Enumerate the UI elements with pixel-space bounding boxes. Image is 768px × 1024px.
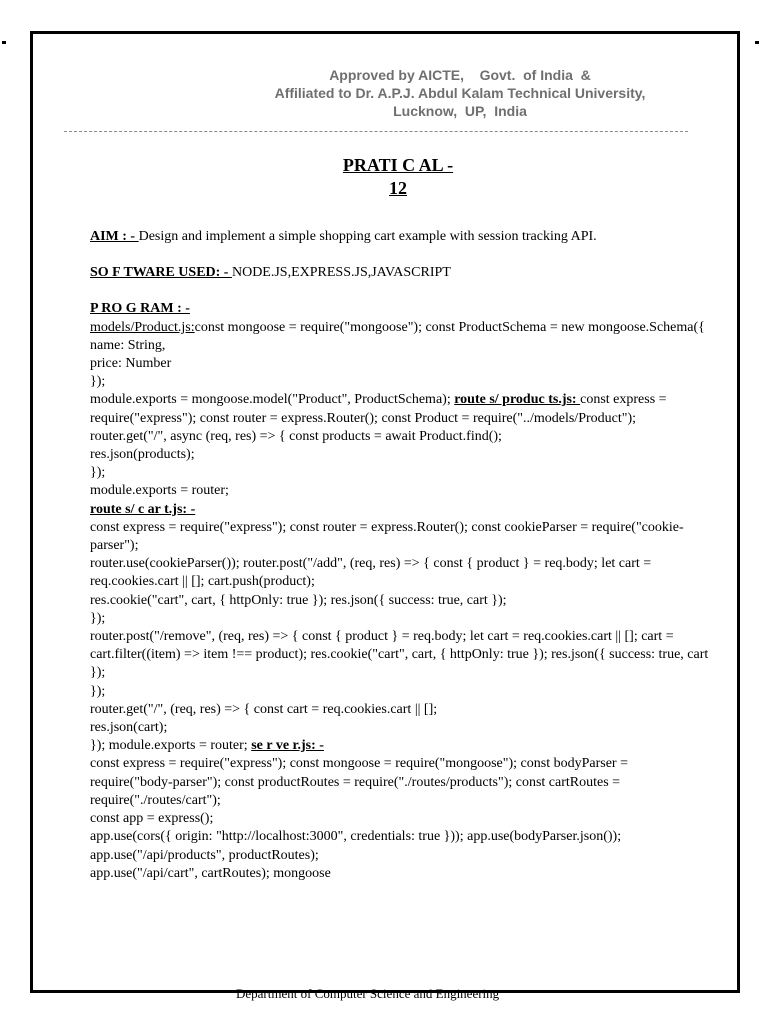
code-line: res.json(cart); xyxy=(90,720,168,736)
code-line: app.use("/api/products", productRoutes); xyxy=(90,847,319,863)
code-line: module.exports = router; xyxy=(90,483,229,499)
page-title xyxy=(318,154,478,200)
code-line: const express = require("express"); const mongoose = require("mongoose"); const bodyParser = require("body-parser"); const productRoutes = require("./routes/products"); const cartRoutes = require("./routes/cart"); xyxy=(90,756,628,808)
header-line-3: Lucknow, UP, India xyxy=(393,103,527,119)
code-line: module.exports = mongoose.model("Product", ProductSchema); xyxy=(90,392,455,408)
document-body xyxy=(90,228,710,883)
software-text: NODE.JS,EXPRESS.JS,JAVASCRIPT xyxy=(231,265,451,281)
code-line: router.get("/", (req, res) => { const cart = req.cookies.cart || []; xyxy=(90,701,438,717)
code-line: }); xyxy=(90,683,106,699)
header-line-2: Affiliated to Dr. A.P.J. Abdul Kalam Technical University, xyxy=(274,85,646,101)
page-footer xyxy=(236,988,536,1002)
code-line: router.post("/remove", (req, res) => { const { product } = req.body; let cart = req.cookies.cart || []; cart = cart.filter((item) => item !== product); res.cookie("cart", cart, { httpOnly: true }); res.json({ success: true, cart }); xyxy=(90,629,709,681)
header-divider xyxy=(64,131,688,132)
code-line: const app = express(); xyxy=(90,811,214,827)
code-line: const express = require("express"); const router = express.Router(); const cookieParser = require("cookie-parser"); xyxy=(90,519,684,554)
code-line: router.use(cookieParser()); router.post("/add", (req, res) => { const { product } = req.body; let cart = req.cookies.cart || []; cart.push(product); xyxy=(90,556,652,590)
corner-mark-right xyxy=(755,41,759,44)
server-file-label: se r ve r.js: - xyxy=(251,738,324,754)
code-line: res.json(products); xyxy=(90,447,195,463)
corner-mark-left xyxy=(2,41,6,44)
software-paragraph xyxy=(90,264,710,282)
code-line: }); xyxy=(90,465,106,481)
code-line: res.cookie("cart", cart, { httpOnly: true }); res.json({ success: true, cart }); xyxy=(90,592,507,608)
aim-paragraph xyxy=(90,228,710,246)
title-line-2: 12 xyxy=(389,178,407,198)
product-code-line: const mongoose = require("mongoose"); const ProductSchema = new mongoose.Schema({ xyxy=(194,319,705,335)
routes-products-file-label: route s/ produc ts.js: xyxy=(454,392,581,408)
header-line-1: Approved by AICTE, Govt. of India & xyxy=(329,67,591,83)
code-line: name: String, xyxy=(90,337,166,353)
code-line: }); xyxy=(90,374,106,390)
footer-text: Department of Computer Science and Engineering xyxy=(236,988,500,1001)
program-label: P RO G RAM : - xyxy=(90,301,190,317)
code-line: const express = require("express"); const router = express.Router(); const Product = require("../models/Product"); router.get("/", async (req, res) => { const products = await Product.find(); xyxy=(90,392,667,444)
code-line: }); xyxy=(90,610,106,626)
software-label: SO F TWARE USED: - xyxy=(90,265,232,281)
server-file-intro xyxy=(90,737,710,755)
aim-text: Design and implement a simple shopping cart example with session tracking API. xyxy=(138,229,597,244)
products-route-code xyxy=(90,391,710,446)
code-line: price: Number xyxy=(90,356,172,372)
institution-header xyxy=(230,66,690,120)
code-line: }); module.exports = router; xyxy=(90,738,252,754)
product-model-code xyxy=(90,319,710,337)
code-line: app.use(cors({ origin: "http://localhost:3000", credentials: true })); app.use(bodyParser.json()); xyxy=(90,829,622,845)
title-line-1: PRATI C AL - xyxy=(342,155,454,175)
aim-label: AIM : - xyxy=(90,229,139,244)
routes-cart-file-label: route s/ c ar t.js: - xyxy=(90,501,196,517)
code-line: app.use("/api/cart", cartRoutes); mongoose xyxy=(90,865,331,881)
product-file-label: models/Product.js: xyxy=(90,319,195,335)
